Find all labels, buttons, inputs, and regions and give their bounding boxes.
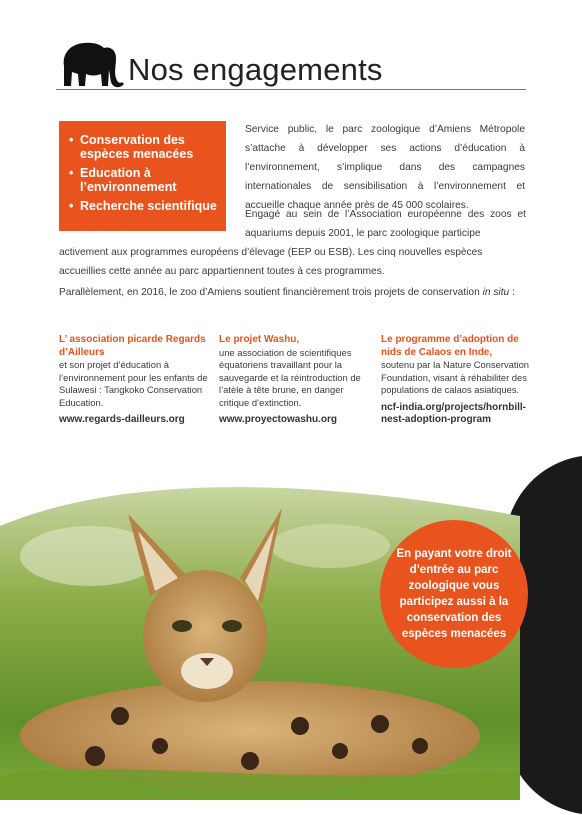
project-link[interactable]: ncf-india.org/projects/hornbill-nest-adoption-program — [381, 401, 526, 425]
highlight-item: • Recherche scientifique — [69, 199, 220, 213]
entry-fee-badge: En payant votre droit d’entrée au parc zoologique vous participez aussi à la conservation des espèces menacées — [380, 520, 528, 668]
project-text: soutenu par la Nature Conservation Foundation, visant à réhabiliter des populations de calaos asiatiques. — [381, 359, 530, 395]
project-column-1 — [59, 334, 209, 427]
intro-paragraph-1: Service public, le parc zoologique d’Amiens Métropole s’attache à développer ses actions d’éducation à l’environnement, s’implique dans des campagnes internationales de sensibilisation à l’environnement et accueille chaque année près de 45 000 scolaires. — [245, 124, 525, 211]
intro-paragraph-3-main: Parallèlement, en 2016, le zoo d’Amiens soutient financièrement trois projets de conservation — [59, 287, 480, 298]
highlight-item: • Conservation des espèces menacées — [69, 133, 220, 161]
intro-paragraph-2-start: Engagé au sein de l’Association européenne des zoos et aquariums depuis 2001, le parc zoologique participe — [245, 209, 526, 239]
project-link[interactable]: www.regards-dailleurs.org — [59, 414, 185, 425]
intro-paragraph-3-end: : — [509, 287, 515, 298]
highlight-item: • Education à l’environnement — [69, 166, 220, 194]
project-title: L’ association picarde Regards d’Ailleurs — [59, 334, 206, 358]
project-title: Le programme d’adoption de nids de Calaos en Inde, — [381, 334, 519, 358]
intro-paragraph-3-italic: in situ — [482, 287, 510, 298]
elephant-icon — [56, 36, 126, 92]
project-text: et son projet d’éducation à l’environnement pour les enfants de Sulawesi : Tangkoko Conservation Education. — [59, 359, 208, 408]
project-text: une association de scientifiques équatoriens travaillant pour la sauvegarde et la réintroduction de l’atèle à tête brune, en danger critique d’extinction. — [219, 346, 361, 408]
project-column-3 — [381, 334, 531, 427]
intro-paragraph-2-end: activement aux programmes européens d’élevage (EEP ou ESB). Les cinq nouvelles espèces accueillies cette année au parc appartiennent toutes à ces programmes. — [59, 247, 483, 277]
page-header — [56, 36, 526, 92]
intro-paragraph-3 — [59, 284, 526, 301]
header-divider — [56, 89, 526, 90]
project-title: Le projet Washu, — [219, 334, 300, 345]
project-link[interactable]: www.proyectowashu.org — [219, 414, 337, 425]
project-column-2 — [219, 334, 369, 427]
page-title: Nos engagements — [128, 52, 383, 87]
intro-paragraph-2 — [59, 205, 526, 281]
